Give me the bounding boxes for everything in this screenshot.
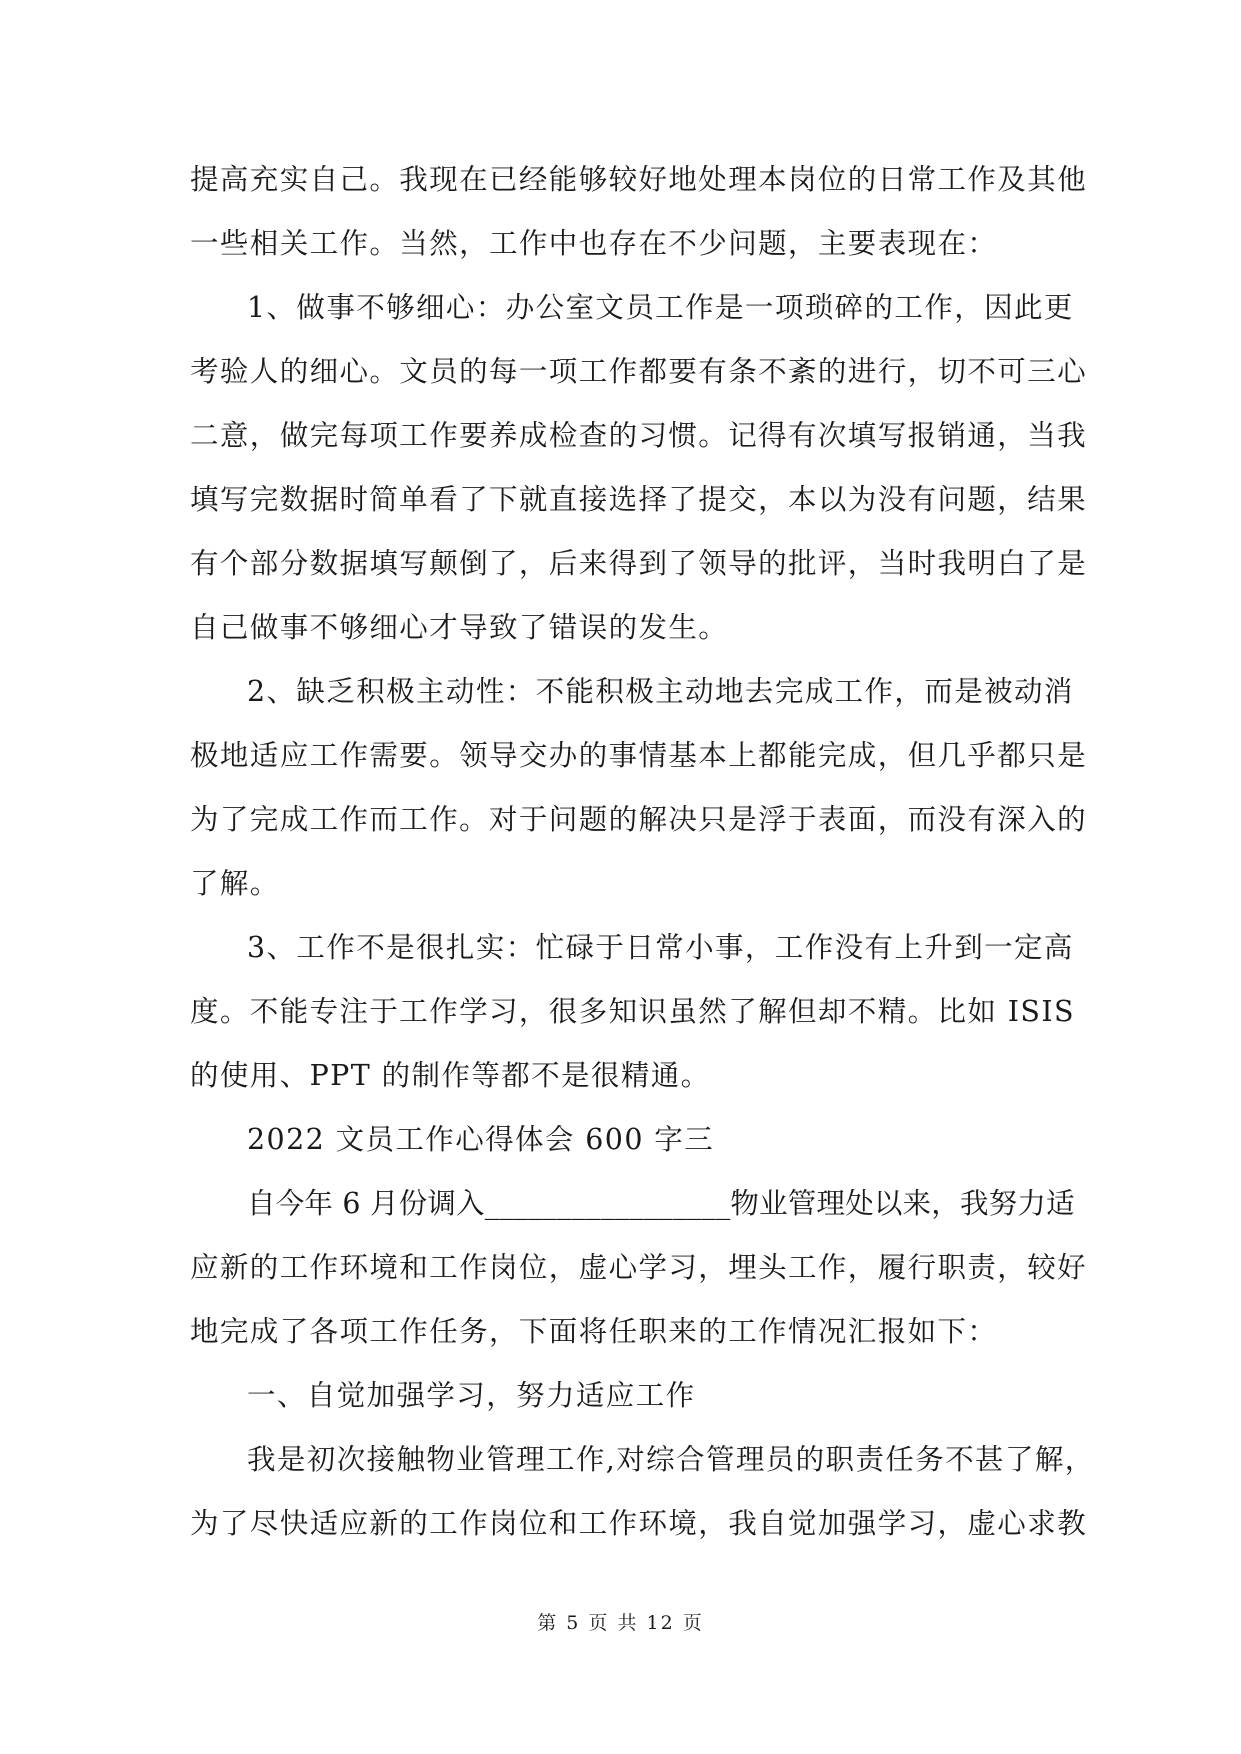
text-line: 自己做事不够细心才导致了错误的发生。 bbox=[190, 611, 729, 644]
text-line: 我是初次接触物业管理工作,对综合管理员的职责任务不甚了解， bbox=[247, 1443, 1095, 1476]
text-line: 一些相关工作。当然，工作中也存在不少问题，主要表现在： bbox=[190, 227, 998, 260]
text-line: 地完成了各项工作任务，下面将任职来的工作情况汇报如下： bbox=[190, 1315, 998, 1348]
text-line: 提高充实自己。我现在已经能够较好地处理本岗位的日常工作及其他 bbox=[190, 163, 1088, 196]
page-number-footer: 第 5 页 共 12 页 bbox=[537, 1612, 704, 1634]
subsection-heading: 一、自觉加强学习，努力适应工作 bbox=[247, 1379, 696, 1412]
text-line: 考验人的细心。文员的每一项工作都要有条不紊的进行，切不可三心 bbox=[190, 355, 1088, 388]
text-line: 有个部分数据填写颠倒了，后来得到了领导的批评，当时我明白了是 bbox=[190, 547, 1088, 580]
text-line: 为了完成工作而工作。对于问题的解决只是浮于表面，而没有深入的 bbox=[190, 803, 1088, 836]
text-line: 二意，做完每项工作要养成检查的习惯。记得有次填写报销通，当我 bbox=[190, 419, 1088, 452]
text-line: 1、做事不够细心：办公室文员工作是一项琐碎的工作，因此更 bbox=[247, 291, 1074, 324]
text-line: 了解。 bbox=[190, 867, 280, 900]
text-line: 3、工作不是很扎实：忙碌于日常小事，工作没有上升到一定高 bbox=[247, 931, 1074, 964]
text-line: 应新的工作环境和工作岗位，虚心学习，埋头工作，履行职责，较好 bbox=[190, 1251, 1088, 1284]
text-line: 的使用、PPT 的制作等都不是很精通。 bbox=[190, 1059, 711, 1092]
section-heading: 2022 文员工作心得体会 600 字三 bbox=[247, 1123, 715, 1156]
text-line: 度。不能专注于工作学习，很多知识虽然了解但却不精。比如 ISIS bbox=[190, 995, 1075, 1028]
text-line: 极地适应工作需要。领导交办的事情基本上都能完成，但几乎都只是 bbox=[190, 739, 1088, 772]
text-line: 自今年 6 月份调入_________________物业管理处以来，我努力适 bbox=[247, 1187, 1075, 1220]
text-line: 为了尽快适应新的工作岗位和工作环境，我自觉加强学习，虚心求教 bbox=[190, 1507, 1088, 1540]
text-line: 2、缺乏积极主动性：不能积极主动地去完成工作，而是被动消 bbox=[247, 675, 1074, 708]
text-line: 填写完数据时简单看了下就直接选择了提交，本以为没有问题，结果 bbox=[190, 483, 1088, 516]
document-body bbox=[190, 148, 1095, 1556]
